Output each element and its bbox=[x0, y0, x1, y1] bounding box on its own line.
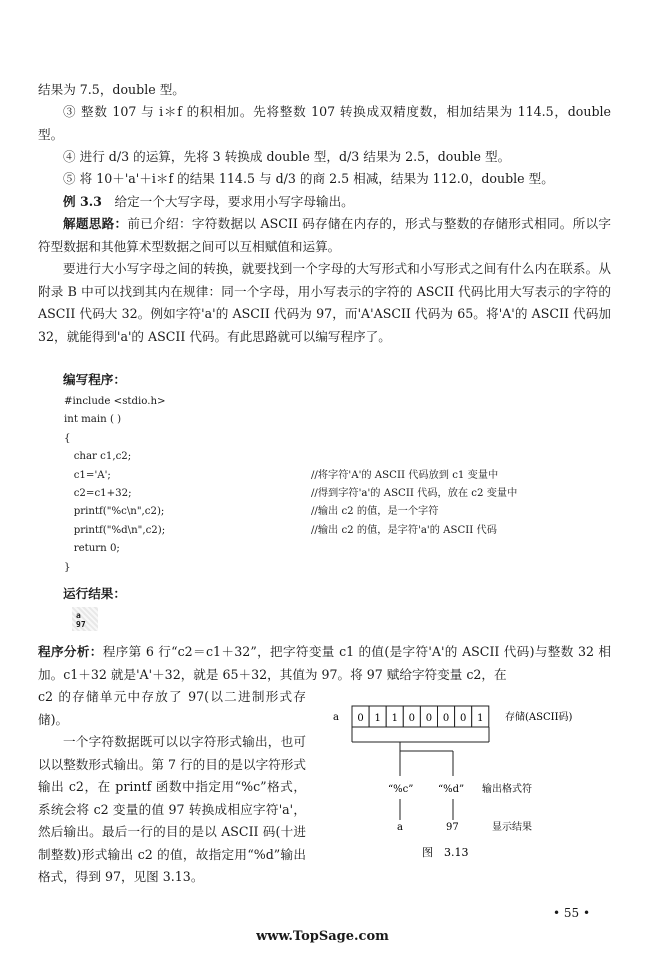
code-line bbox=[64, 430, 624, 448]
paragraph-step-4: ④ 进行 d/3 的运算，先将 3 转换成 double 型，d/3 结果为 2.5，double 型。 bbox=[63, 149, 511, 164]
output-line-2: 97 bbox=[76, 620, 86, 629]
format-char: “%c” bbox=[388, 784, 414, 795]
code-comment: //得到字符'a'的 ASCII 代码，放在 c2 变量中 bbox=[311, 487, 518, 499]
result-char: a bbox=[397, 822, 403, 833]
write-program-heading: 编写程序： bbox=[63, 372, 126, 387]
bit-value: 1 bbox=[374, 713, 381, 724]
result-label: 显示结果 bbox=[492, 822, 532, 833]
paragraph-analysis bbox=[38, 641, 611, 686]
code-text: } bbox=[64, 561, 71, 573]
code-text: c1='A'; bbox=[64, 469, 111, 481]
paragraph-step-5: ⑤ 将 10＋'a'＋i＊f 的结果 114.5 与 d/3 的商 2.5 相减，结果为 112.0，double 型。 bbox=[63, 171, 554, 186]
code-line bbox=[64, 559, 624, 577]
figure-storage-label: 存储(ASCII码) bbox=[505, 712, 573, 723]
code-text: return 0; bbox=[64, 543, 120, 555]
idea-text: 前已介绍：字符数据以 ASCII 码存储在内存的，形式与整数的存储形式相同。所以字符型数据和其他算术型数据之间可以互相赋值和运算。 bbox=[38, 216, 611, 254]
code-text: #include <stdio.h> bbox=[64, 396, 166, 407]
bit-value: 0 bbox=[408, 713, 416, 724]
code-line bbox=[64, 485, 624, 503]
analysis-text: 程序第 6 行“c2＝c1＋32”，把字符变量 c1 的值(是字符'A'的 ASCII 代码)与整数 32 相加。c1＋32 就是'A'＋32，就是 65＋32，其值为 97。将 97 赋给字符变量 c2，在 bbox=[38, 644, 612, 682]
code-comment: //将字符'A'的 ASCII 代码放到 c1 变量中 bbox=[311, 469, 499, 481]
output-line-1: a bbox=[76, 611, 81, 620]
code-text: { bbox=[64, 432, 71, 444]
bit-value: 0 bbox=[442, 713, 450, 724]
example-heading bbox=[38, 191, 611, 214]
code-line bbox=[64, 411, 624, 429]
format-label: 输出格式符 bbox=[482, 784, 532, 795]
code-comment: //输出 c2 的值，是字符'a'的 ASCII 代码 bbox=[311, 524, 497, 536]
bit-value: 0 bbox=[459, 713, 467, 724]
code-listing bbox=[64, 393, 624, 577]
bit-value: 0 bbox=[357, 713, 364, 724]
paragraph-analysis-cont: c2 的存储单元中存放了 97(以二进制形式存储)。 bbox=[38, 689, 306, 727]
analysis-label: 程序分析： bbox=[38, 644, 103, 659]
code-text: char c1,c2; bbox=[64, 451, 132, 463]
code-text: printf("%c\n",c2); bbox=[64, 506, 165, 518]
paragraph-result-7-5: 结果为 7.5，double 型。 bbox=[38, 82, 185, 97]
example-text: 给定一个大写字母，要求用小写字母输出。 bbox=[114, 194, 354, 209]
footer-site: www.TopSage.com bbox=[256, 929, 389, 944]
bit-value: 0 bbox=[425, 713, 433, 724]
code-line bbox=[64, 503, 624, 521]
example-number: 例 3.3 bbox=[63, 194, 102, 209]
code-comment: //输出 c2 的值，是一个字符 bbox=[311, 506, 439, 518]
bit-value: 1 bbox=[391, 713, 398, 724]
code-text: printf("%d\n",c2); bbox=[64, 524, 166, 536]
paragraph-case-conversion: 要进行大小写字母之间的转换，就要找到一个字母的大写形式和小写形式之间有什么内在联系。从附录 B 中可以找到其内在规律：同一个字母，用小写表示的字符的 ASCII 代码比用大写表示的字符的 ASCII 代码大 32。例如字符'a'的 ASCII 代码为 97，而'A'ASCII 代码为 65。将'A'的 ASCII 代码加 32，就能得到'a'的 ASCII 代码。有此思路就可以编写程序了。 bbox=[38, 261, 611, 344]
page-number: • 55 • bbox=[553, 906, 591, 920]
paragraph-idea bbox=[38, 213, 611, 258]
figure-3-13 bbox=[322, 696, 612, 876]
code-line bbox=[64, 522, 624, 540]
code-text: int main ( ) bbox=[64, 414, 122, 426]
figure-var-label: a bbox=[333, 712, 339, 723]
format-int: “%d” bbox=[438, 784, 465, 795]
bit-value: 1 bbox=[477, 713, 484, 724]
code-line bbox=[64, 467, 624, 485]
run-result-heading: 运行结果： bbox=[63, 586, 126, 601]
figure-caption: 图 3.13 bbox=[422, 846, 469, 859]
code-line bbox=[64, 448, 624, 466]
code-line bbox=[64, 393, 624, 411]
code-text: c2=c1+32; bbox=[64, 487, 132, 499]
paragraph-output-forms: 一个字符数据既可以以字符形式输出，也可以以整数形式输出。第 7 行的目的是以字符形式输出 c2，在 printf 函数中指定用“%c”格式，系统会将 c2 变量的值 97 转换成相应字符'a'，然后输出。最后一行的目的是以 ASCII 码(十进制整数)形式输出 c2 的值，故指定用“%d”输出格式，得到 97，见图 3.13。 bbox=[38, 734, 306, 884]
idea-label: 解题思路： bbox=[63, 216, 128, 231]
code-line bbox=[64, 540, 624, 558]
bit-cells bbox=[352, 706, 489, 727]
result-int: 97 bbox=[446, 822, 459, 833]
paragraph-step-3: ③ 整数 107 与 i＊f 的积相加。先将整数 107 转换成双精度数，相加结果为 114.5，double 型。 bbox=[38, 104, 611, 142]
